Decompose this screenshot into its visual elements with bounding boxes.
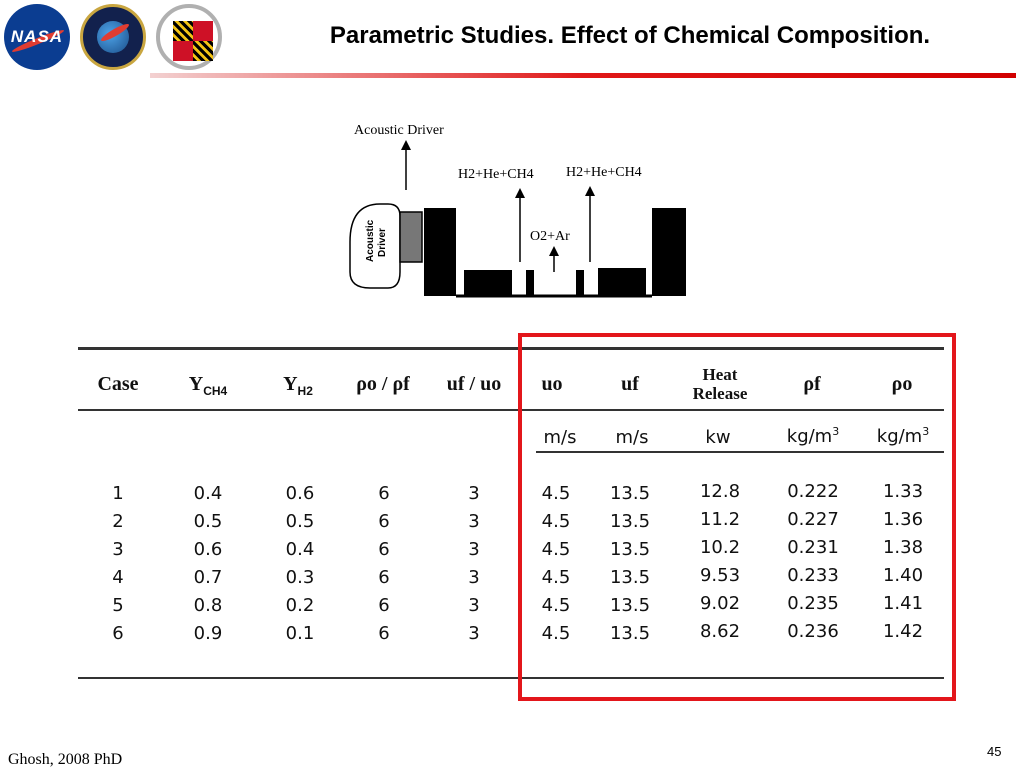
acoustic-driver-side-label-2: Driver <box>377 228 388 257</box>
cell-density-ratio: 6 <box>378 595 390 616</box>
fuel-inlet-label-1: H2+He+CH4 <box>458 167 534 182</box>
cell-velocity-ratio: 3 <box>468 483 480 504</box>
header-rho-o: ρo <box>891 373 913 395</box>
cell-y-ch4: 0.6 <box>193 539 223 560</box>
fuel-inlet-arrowhead-2 <box>585 186 595 196</box>
cell-y-h2: 0.2 <box>285 595 315 616</box>
cell-u-f: 13.5 <box>609 595 651 616</box>
cell-velocity-ratio: 3 <box>468 567 480 588</box>
seal-quadrant <box>173 21 193 41</box>
cell-rho-o: 1.36 <box>882 509 924 530</box>
header-y-ch4-sub: CH4 <box>203 384 228 398</box>
cell-rho-f: 0.235 <box>787 593 839 614</box>
cell-density-ratio: 6 <box>378 483 390 504</box>
left-floor-block <box>464 270 512 296</box>
cell-y-h2: 0.5 <box>285 511 315 532</box>
right-wall-block <box>652 208 686 296</box>
cell-y-h2: 0.6 <box>285 483 315 504</box>
highlight-box <box>518 333 956 701</box>
cell-y-ch4: 0.5 <box>193 511 223 532</box>
cell-y-ch4: 0.9 <box>193 623 223 644</box>
cell-velocity-ratio: 3 <box>468 623 480 644</box>
slide-title: Parametric Studies. Effect of Chemical Composition. <box>329 22 931 49</box>
cell-u-o: 4.5 <box>541 567 571 588</box>
header-velocity-ratio: uf / uo <box>446 373 502 395</box>
cell-heat: 8.62 <box>699 621 741 642</box>
header-case: Case <box>97 373 139 395</box>
cell-y-h2: 0.4 <box>285 539 315 560</box>
cell-rho-f: 0.222 <box>787 481 839 502</box>
cell-heat: 12.8 <box>699 481 741 502</box>
cell-y-ch4: 0.4 <box>193 483 223 504</box>
unit-rho-f-base: kg/m <box>786 426 833 447</box>
nasa-logo-text: NASA <box>10 27 64 46</box>
cell-density-ratio: 6 <box>378 511 390 532</box>
university-of-maryland-seal <box>156 4 222 70</box>
cell-y-h2: 0.3 <box>285 567 315 588</box>
nasa-logo <box>4 4 70 70</box>
exploration-logo <box>80 4 146 70</box>
cell-rho-o: 1.41 <box>882 593 924 614</box>
unit-heat: kw <box>705 427 731 448</box>
acoustic-driver-side-label-1: Acoustic <box>365 219 376 262</box>
header-density-ratio: ρo / ρf <box>356 373 410 395</box>
header-heat-line2: Release <box>692 384 748 403</box>
cell-rho-f: 0.236 <box>787 621 839 642</box>
cell-case: 6 <box>112 623 124 644</box>
left-wall-block <box>424 208 456 296</box>
unit-rho-o-base: kg/m <box>876 426 923 447</box>
fuel-inlet-arrowhead-1 <box>515 188 525 198</box>
cell-u-f: 13.5 <box>609 511 651 532</box>
cell-y-ch4: 0.7 <box>193 567 223 588</box>
title-underline <box>150 73 1016 78</box>
seal-quadrant <box>193 21 213 41</box>
seal-quadrant <box>173 41 193 61</box>
cell-u-o: 4.5 <box>541 595 571 616</box>
header-y-ch4 <box>180 373 236 398</box>
cell-y-h2: 0.1 <box>285 623 315 644</box>
cell-case: 3 <box>112 539 124 560</box>
cell-heat: 11.2 <box>699 509 741 530</box>
header-y-h2 <box>274 373 322 398</box>
oxidizer-arrowhead <box>549 246 559 256</box>
header-u-f: uf <box>621 373 639 395</box>
cell-rho-o: 1.42 <box>882 621 924 642</box>
header-y-h2-main: Y <box>283 373 298 395</box>
header-u-o: uo <box>541 373 563 395</box>
cell-rho-f: 0.227 <box>787 509 839 530</box>
cell-u-f: 13.5 <box>609 567 651 588</box>
header-y-ch4-main: Y <box>188 373 204 395</box>
cell-velocity-ratio: 3 <box>468 595 480 616</box>
cell-u-f: 13.5 <box>609 623 651 644</box>
cell-rho-o: 1.38 <box>882 537 924 558</box>
oxidizer-inlet-label: O2+Ar <box>530 229 570 244</box>
acoustic-driver-arrowhead <box>401 140 411 150</box>
cell-u-f: 13.5 <box>609 483 651 504</box>
cell-heat: 9.53 <box>699 565 741 586</box>
center-post-left <box>526 270 534 296</box>
cell-heat: 9.02 <box>699 593 741 614</box>
fuel-inlet-label-2: H2+He+CH4 <box>566 165 642 180</box>
burner-schematic <box>340 112 700 307</box>
speaker-cone <box>400 212 422 262</box>
cell-case: 4 <box>112 567 124 588</box>
header-rho-f: ρf <box>803 373 821 395</box>
cell-u-o: 4.5 <box>541 623 571 644</box>
header-heat-line1: Heat <box>702 365 738 384</box>
center-post-right <box>576 270 584 296</box>
page-number: 45 <box>987 744 1002 759</box>
unit-rho-f-exp: 3 <box>832 425 840 438</box>
cell-rho-o: 1.33 <box>882 481 924 502</box>
cell-y-ch4: 0.8 <box>193 595 223 616</box>
cell-rho-o: 1.40 <box>882 565 924 586</box>
acoustic-driver-label: Acoustic Driver <box>354 123 444 138</box>
unit-u-o: m/s <box>543 427 577 448</box>
cell-rho-f: 0.231 <box>787 537 839 558</box>
unit-u-f: m/s <box>615 427 649 448</box>
cell-u-o: 4.5 <box>541 483 571 504</box>
cell-u-o: 4.5 <box>541 539 571 560</box>
header-y-h2-sub: H2 <box>297 384 313 398</box>
cell-density-ratio: 6 <box>378 539 390 560</box>
cell-density-ratio: 6 <box>378 623 390 644</box>
cell-case: 1 <box>112 483 124 504</box>
unit-rho-o-exp: 3 <box>922 425 930 438</box>
seal-quadrant <box>193 41 213 61</box>
cell-case: 5 <box>112 595 124 616</box>
cell-velocity-ratio: 3 <box>468 511 480 532</box>
cell-rho-f: 0.233 <box>787 565 839 586</box>
cell-u-o: 4.5 <box>541 511 571 532</box>
cell-case: 2 <box>112 511 124 532</box>
cell-heat: 10.2 <box>699 537 741 558</box>
right-floor-block <box>598 268 646 296</box>
cell-u-f: 13.5 <box>609 539 651 560</box>
citation: Ghosh, 2008 PhD <box>8 751 123 768</box>
cell-velocity-ratio: 3 <box>468 539 480 560</box>
cell-density-ratio: 6 <box>378 567 390 588</box>
